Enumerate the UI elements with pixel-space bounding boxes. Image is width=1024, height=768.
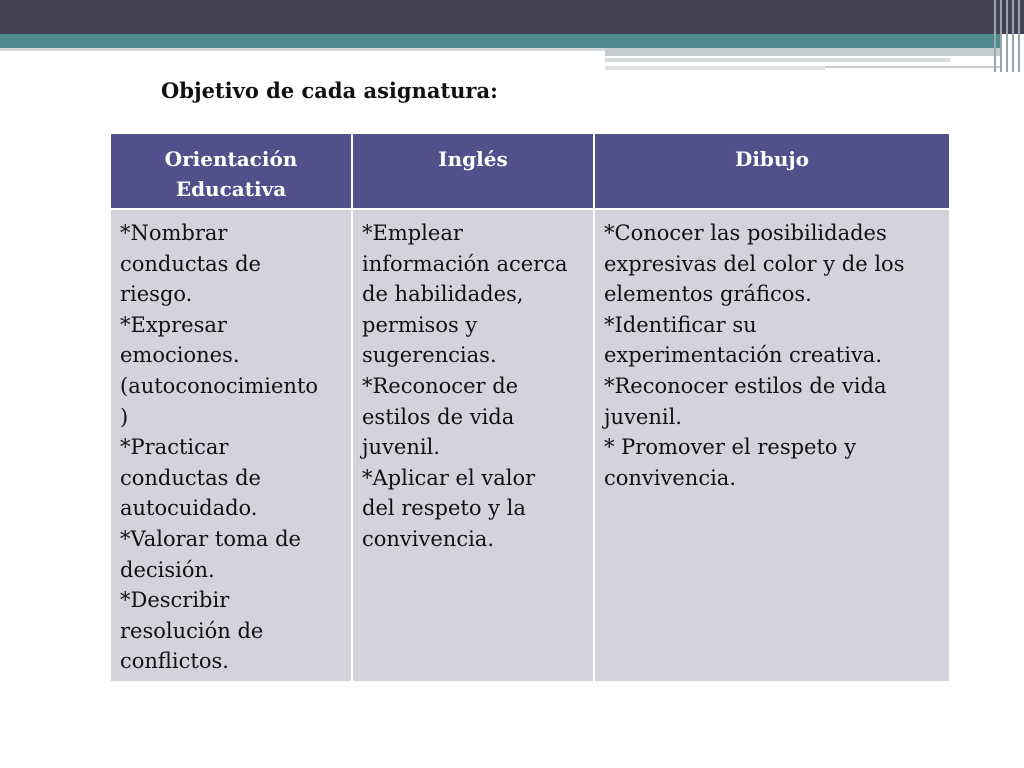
objective-line: expresivas del color y de los	[604, 251, 905, 276]
objective-line: conductas de	[120, 465, 261, 490]
header-accent-line	[825, 66, 1000, 68]
header-divider	[0, 48, 605, 51]
objective-line: * Promover el respeto y	[604, 435, 857, 460]
objective-line: autocuidado.	[120, 496, 258, 521]
objective-line: juvenil.	[604, 404, 682, 429]
objective-line: *Conocer las posibilidades	[604, 221, 887, 245]
objective-line: *Aplicar el valor	[362, 465, 536, 490]
objective-line: conductas de	[120, 251, 261, 276]
objective-line: conflictos.	[120, 649, 229, 674]
objective-line: convivencia.	[362, 526, 494, 551]
objective-line: sugerencias.	[362, 343, 497, 368]
slide-title: Objetivo de cada asignatura:	[161, 78, 498, 103]
objective-line: *Nombrar	[120, 221, 228, 245]
table-row	[111, 210, 949, 681]
objective-line: (autoconocimiento	[120, 373, 319, 398]
objective-line: emociones.	[120, 343, 240, 368]
objective-line: resolución de	[120, 618, 264, 643]
objective-line: *Identificar su	[604, 312, 757, 337]
header-accent-bar-thin	[605, 58, 950, 62]
column-header-ingles: Inglés	[353, 134, 593, 208]
objective-line: permisos y	[362, 312, 478, 337]
objective-line: *Emplear	[362, 221, 463, 245]
objective-line: riesgo.	[120, 282, 193, 307]
objective-line: *Expresar	[120, 312, 227, 337]
objectives-table	[109, 132, 951, 683]
objective-line: estilos de vida	[362, 404, 515, 429]
objective-line: decisión.	[120, 557, 215, 582]
objective-line: *Describir	[120, 588, 230, 613]
header-teal-bar	[0, 34, 1000, 48]
decorative-stripes	[992, 0, 1024, 72]
objective-line: del respeto y la	[362, 496, 526, 521]
objective-line: convivencia.	[604, 465, 736, 490]
objective-line: juvenil.	[362, 435, 440, 460]
objective-line: de habilidades,	[362, 282, 524, 307]
objective-line: *Practicar	[120, 435, 229, 460]
table-header-row	[111, 134, 949, 208]
header-accent-bar-short	[605, 66, 825, 70]
objective-line: información acerca	[362, 251, 568, 276]
objective-line: experimentación creativa.	[604, 343, 883, 368]
column-header-dibujo: Dibujo	[595, 134, 949, 208]
cell-orientacion-objectives	[111, 210, 351, 681]
objective-line: )	[120, 404, 129, 429]
column-header-orientacion: Orientación Educativa	[111, 134, 351, 208]
cell-dibujo-objectives	[595, 210, 949, 681]
header-dark-bar	[0, 0, 1024, 34]
objective-line: elementos gráficos.	[604, 282, 812, 307]
objective-line: *Reconocer de	[362, 373, 519, 398]
objective-line: *Valorar toma de	[120, 526, 301, 551]
cell-ingles-objectives	[353, 210, 593, 681]
objective-line: *Reconocer estilos de vida	[604, 373, 887, 398]
header-accent-bar	[605, 48, 1000, 56]
